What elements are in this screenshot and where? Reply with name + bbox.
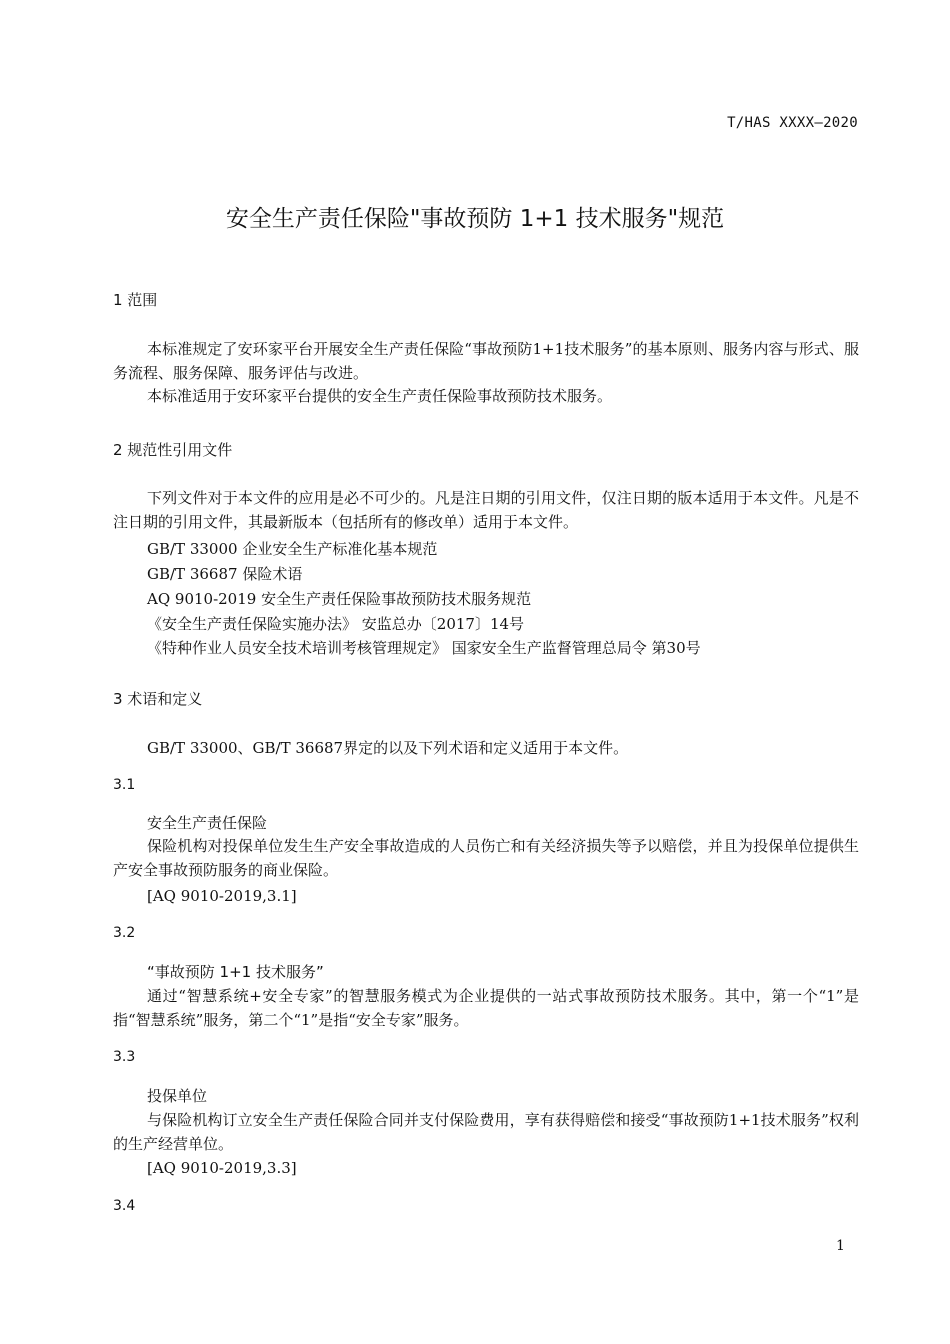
section-1-paragraph-1: 本标准规定了安环家平台开展安全生产责任保险“事故预防1+1技术服务”的基本原则、服务内容与形式、服务流程、服务保障、服务评估与改进。: [113, 340, 859, 382]
term-number: 3.1: [113, 777, 136, 793]
standard-code: T/HAS XXXX—2020: [727, 115, 858, 131]
section-2-heading: 2 规范性引用文件: [113, 441, 233, 459]
term-name: 投保单位: [147, 1087, 208, 1105]
section-1-paragraph-2: 本标准适用于安环家平台提供的安全生产责任保险事故预防技术服务。: [147, 387, 613, 405]
reference-item: 《特种作业人员安全技术培训考核管理规定》 国家安全生产监督管理总局令 第30号: [147, 639, 701, 657]
term-number: 3.3: [113, 1049, 136, 1065]
term-name: 安全生产责任保险: [147, 814, 268, 832]
term-number: 3.4: [113, 1198, 136, 1214]
reference-item: GB/T 36687 保险术语: [147, 565, 303, 583]
reference-item: 《安全生产责任保险实施办法》 安监总办〔2017〕14号: [147, 615, 525, 633]
term-definition: 与保险机构订立安全生产责任保险合同并支付保险费用，享有获得赔偿和接受“事故预防1+1技术服务”权利的生产经营单位。: [113, 1111, 859, 1153]
section-3-heading: 3 术语和定义: [113, 690, 203, 708]
section-2-paragraph-1: 下列文件对于本文件的应用是必不可少的。凡是注日期的引用文件，仅注日期的版本适用于本文件。凡是不注日期的引用文件，其最新版本（包括所有的修改单）适用于本文件。: [113, 489, 859, 531]
document-title: 安全生产责任保险"事故预防 1+1 技术服务"规范: [225, 206, 725, 232]
page-number: 1: [836, 1238, 845, 1254]
term-source: [AQ 9010-2019,3.3]: [147, 1159, 297, 1177]
reference-item: GB/T 33000 企业安全生产标准化基本规范: [147, 540, 438, 558]
term-definition: 保险机构对投保单位发生生产安全事故造成的人员伤亡和有关经济损失等予以赔偿，并且为投保单位提供生产安全事故预防服务的商业保险。: [113, 837, 859, 879]
term-number: 3.2: [113, 925, 136, 941]
term-definition: 通过“智慧系统+安全专家”的智慧服务模式为企业提供的一站式事故预防技术服务。其中，第一个“1”是指“智慧系统”服务，第二个“1”是指“安全专家”服务。: [113, 987, 859, 1029]
term-source: [AQ 9010-2019,3.1]: [147, 887, 297, 905]
section-1-heading: 1 范围: [113, 291, 158, 309]
section-3-paragraph-1: GB/T 33000、GB/T 36687界定的以及下列术语和定义适用于本文件。: [147, 739, 629, 757]
reference-item: AQ 9010-2019 安全生产责任保险事故预防技术服务规范: [147, 590, 532, 608]
term-name: “事故预防 1+1 技术服务”: [147, 963, 324, 981]
